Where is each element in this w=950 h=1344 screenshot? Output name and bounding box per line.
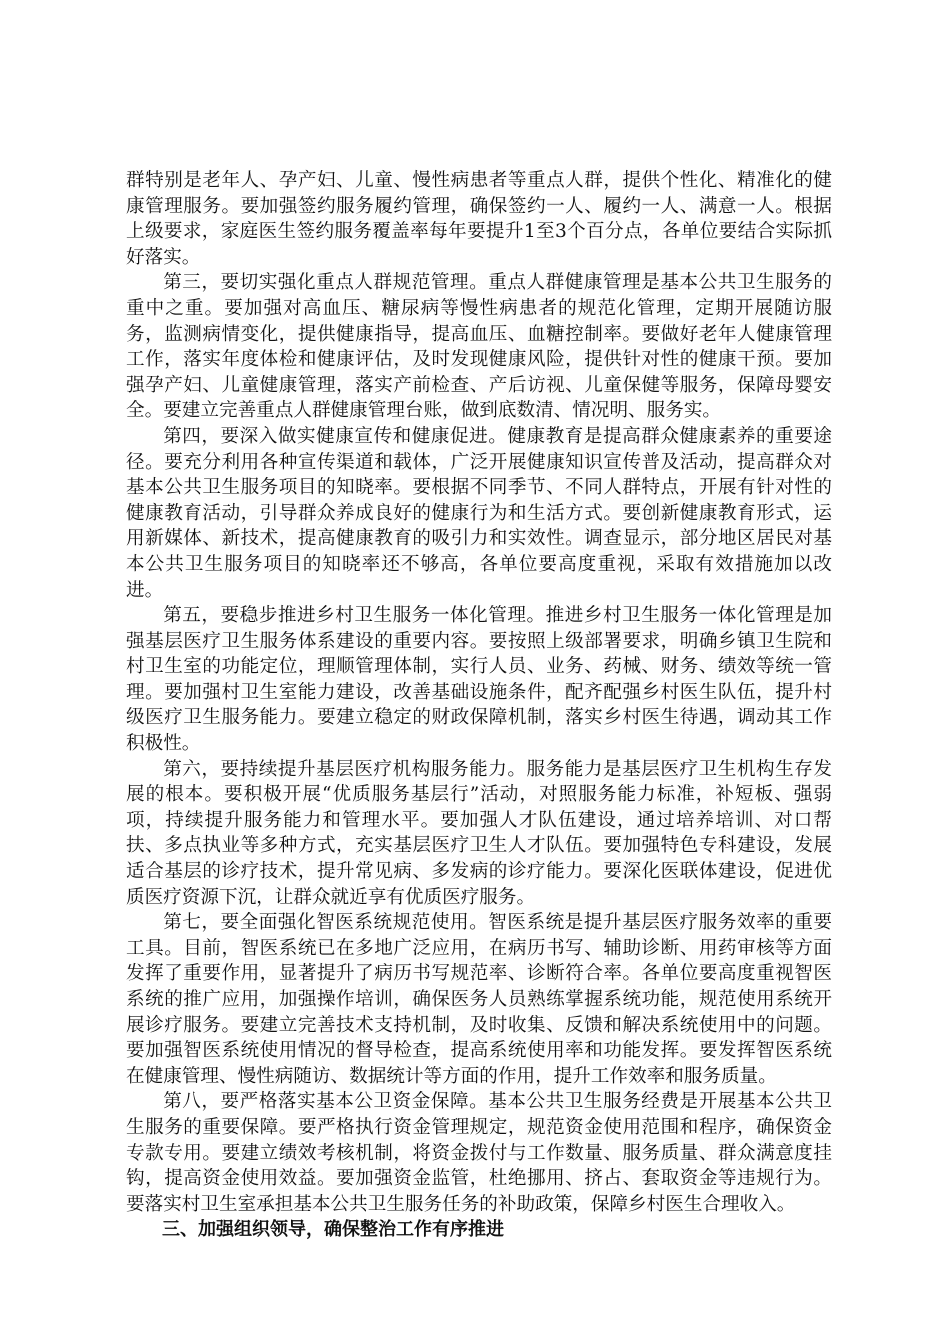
document-body xyxy=(126,168,832,1243)
section-heading: 三、加强组织领导，确保整治工作有序推进 xyxy=(162,1219,504,1241)
paragraph-fourth-point: 第四，要深入做实健康宣传和健康促进。健康教育是提高群众健康素养的重要途径。要充分利用各种宣传渠道和载体，广泛开展健康知识宣传普及活动，提高群众对基本公共卫生服务项目的知晓率。要根据不同季节、不同人群特点，开展有针对性的健康教育活动，引导群众养成良好的健康行为和生活方式。要创新健康教育形式，运用新媒体、新技术，提高健康教育的吸引力和实效性。调查显示，部分地区居民对基本公共卫生服务项目的知晓率还不够高，各单位要高度重视，采取有效措施加以改进。 xyxy=(126,425,832,601)
paragraph-third-point: 第三，要切实强化重点人群规范管理。重点人群健康管理是基本公共卫生服务的重中之重。要加强对高血压、糖尿病等慢性病患者的规范化管理，定期开展随访服务，监测病情变化，提供健康指导，提高血压、血糖控制率。要做好老年人健康管理工作，落实年度体检和健康评估，及时发现健康风险，提供针对性的健康干预。要加强孕产妇、儿童健康管理，落实产前检查、产后访视、儿童保健等服务，保障母婴安全。要建立完善重点人群健康管理台账，做到底数清、情况明、服务实。 xyxy=(126,272,832,422)
paragraph-eighth-point: 第八，要严格落实基本公卫资金保障。基本公共卫生服务经费是开展基本公共卫生服务的重要保障。要严格执行资金管理规定，规范资金使用范围和程序，确保资金专款专用。要建立绩效考核机制，将资金拨付与工作数量、服务质量、群众满意度挂钩，提高资金使用效益。要加强资金监管，杜绝挪用、挤占、套取资金等违规行为。要落实村卫生室承担基本公共卫生服务任务的补助政策，保障乡村医生合理收入。 xyxy=(126,1091,832,1215)
paragraph-continuation: 群特别是老年人、孕产妇、儿童、慢性病患者等重点人群，提供个性化、精准化的健康管理服务。要加强签约服务履约管理，确保签约一人、履约一人、满意一人。根据上级要求，家庭医生签约服务覆盖率每年要提升1至3个百分点，各单位要结合实际抓好落实。 xyxy=(126,170,832,268)
paragraph-fifth-point: 第五，要稳步推进乡村卫生服务一体化管理。推进乡村卫生服务一体化管理是加强基层医疗卫生服务体系建设的重要内容。要按照上级部署要求，明确乡镇卫生院和村卫生室的功能定位，理顺管理体制，实行人员、业务、药械、财务、绩效等统一管理。要加强村卫生室能力建设，改善基础设施条件，配齐配强乡村医生队伍，提升村级医疗卫生服务能力。要建立稳定的财政保障机制，落实乡村医生待遇，调动其工作积极性。 xyxy=(126,605,832,755)
paragraph-seventh-point: 第七，要全面强化智医系统规范使用。智医系统是提升基层医疗服务效率的重要工具。目前，智医系统已在多地广泛应用，在病历书写、辅助诊断、用药审核等方面发挥了重要作用，显著提升了病历书写规范率、诊断符合率。各单位要高度重视智医系统的推广应用，加强操作培训，确保医务人员熟练掌握系统功能，规范使用系统开展诊疗服务。要建立完善技术支持机制，及时收集、反馈和解决系统使用中的问题。要加强智医系统使用情况的督导检查，提高系统使用率和功能发挥。要发挥智医系统在健康管理、慢性病随访、数据统计等方面的作用，提升工作效率和服务质量。 xyxy=(126,912,832,1087)
paragraph-sixth-point: 第六，要持续提升基层医疗机构服务能力。服务能力是基层医疗卫生机构生存发展的根本。要积极开展“优质服务基层行”活动，对照服务能力标准，补短板、强弱项，持续提升服务能力和管理水平。要加强人才队伍建设，通过培养培训、对口帮扶、多点执业等多种方式，充实基层医疗卫生人才队伍。要加强特色专科建设，发展适合基层的诊疗技术，提升常见病、多发病的诊疗能力。要深化医联体建设，促进优质医疗资源下沉，让群众就近享有优质医疗服务。 xyxy=(126,758,832,908)
